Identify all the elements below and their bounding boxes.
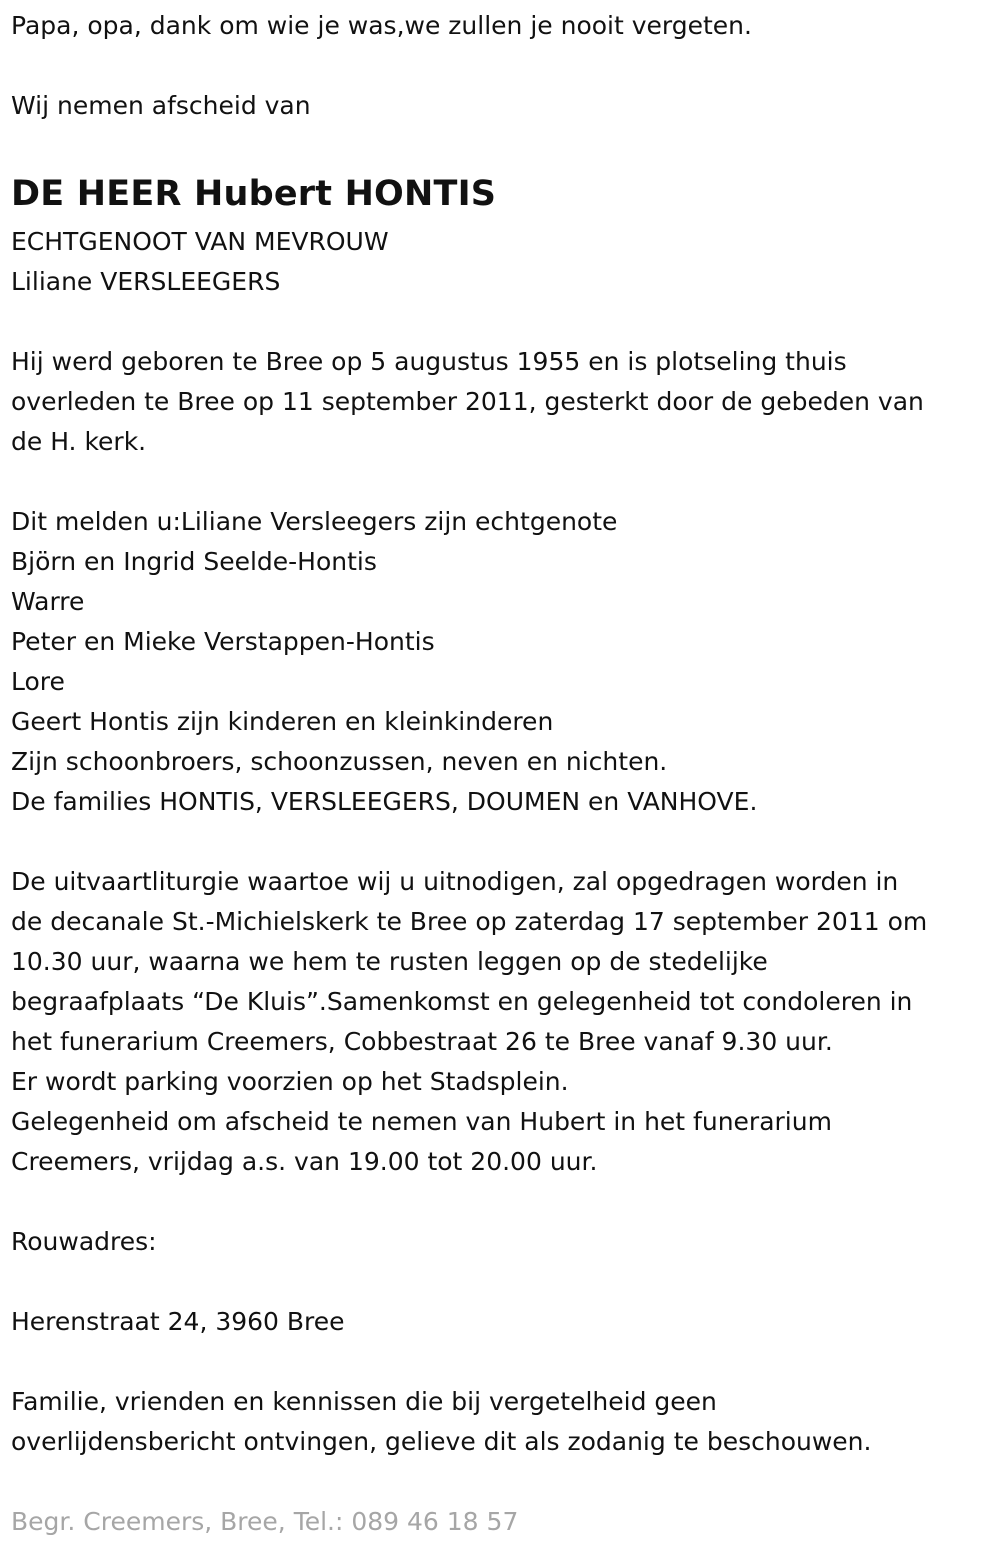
ceremony-paragraph <box>11 862 1000 1182</box>
announcer-line: Geert Hontis zijn kinderen en kleinkinderen <box>11 707 554 736</box>
spacer <box>11 1262 1000 1302</box>
ceremony-line: Creemers, vrijdag a.s. van 19.00 tot 20.00 uur. <box>11 1147 598 1176</box>
ceremony-line: 10.30 uur, waarna we hem te rusten leggen op de stedelijke <box>11 947 768 976</box>
spacer <box>11 46 1000 86</box>
announcer-line: Warre <box>11 587 85 616</box>
farewell-text: Wij nemen afscheid van <box>11 91 311 120</box>
deceased-name: DE HEER Hubert HONTIS <box>11 174 497 214</box>
dedication-text: Papa, opa, dank om wie je was,we zullen je nooit vergeten. <box>11 11 752 40</box>
ceremony-line: begraafplaats “De Kluis”.Samenkomst en gelegenheid tot condoleren in <box>11 987 913 1016</box>
undertaker-footer: Begr. Creemers, Bree, Tel.: 089 46 18 57 <box>11 1507 519 1536</box>
notice-paragraph <box>11 1382 1000 1462</box>
spacer <box>11 462 1000 502</box>
spacer <box>11 1462 1000 1502</box>
announcer-line: Zijn schoonbroers, schoonzussen, neven en nichten. <box>11 747 668 776</box>
ceremony-line: Er wordt parking voorzien op het Stadsplein. <box>11 1067 569 1096</box>
notice-line: Familie, vrienden en kennissen die bij vergetelheid geen <box>11 1387 717 1416</box>
announcer-line: Dit melden u:Liliane Versleegers zijn echtgenote <box>11 507 618 536</box>
ceremony-line: De uitvaartliturgie waartoe wij u uitnodigen, zal opgedragen worden in <box>11 867 899 896</box>
announcer-line: De families HONTIS, VERSLEEGERS, DOUMEN en VANHOVE. <box>11 787 758 816</box>
address-value: Herenstraat 24, 3960 Bree <box>11 1307 345 1336</box>
spacer <box>11 302 1000 342</box>
ceremony-line: Gelegenheid om afscheid te nemen van Hubert in het funerarium <box>11 1107 832 1136</box>
announcer-line: Lore <box>11 667 65 696</box>
spouse-name: Liliane VERSLEEGERS <box>11 267 281 296</box>
announcer-line: Peter en Mieke Verstappen-Hontis <box>11 627 435 656</box>
spacer <box>11 126 1000 166</box>
address-label: Rouwadres: <box>11 1227 157 1256</box>
ceremony-line: de decanale St.-Michielskerk te Bree op zaterdag 17 september 2011 om <box>11 907 928 936</box>
spacer <box>11 822 1000 862</box>
biography-line: overleden te Bree op 11 september 2011, gesterkt door de gebeden van <box>11 387 924 416</box>
biography-paragraph <box>11 342 1000 462</box>
ceremony-line: het funerarium Creemers, Cobbestraat 26 te Bree vanaf 9.30 uur. <box>11 1027 833 1056</box>
spouse-title: ECHTGENOOT VAN MEVROUW <box>11 227 389 256</box>
biography-line: Hij werd geboren te Bree op 5 augustus 1955 en is plotseling thuis <box>11 347 847 376</box>
biography-line: de H. kerk. <box>11 427 147 456</box>
announcer-line: Björn en Ingrid Seelde-Hontis <box>11 547 377 576</box>
spacer <box>11 1342 1000 1382</box>
notice-line: overlijdensbericht ontvingen, gelieve dit als zodanig te beschouwen. <box>11 1427 872 1456</box>
spacer <box>11 1182 1000 1222</box>
announcers-list <box>11 502 1000 822</box>
